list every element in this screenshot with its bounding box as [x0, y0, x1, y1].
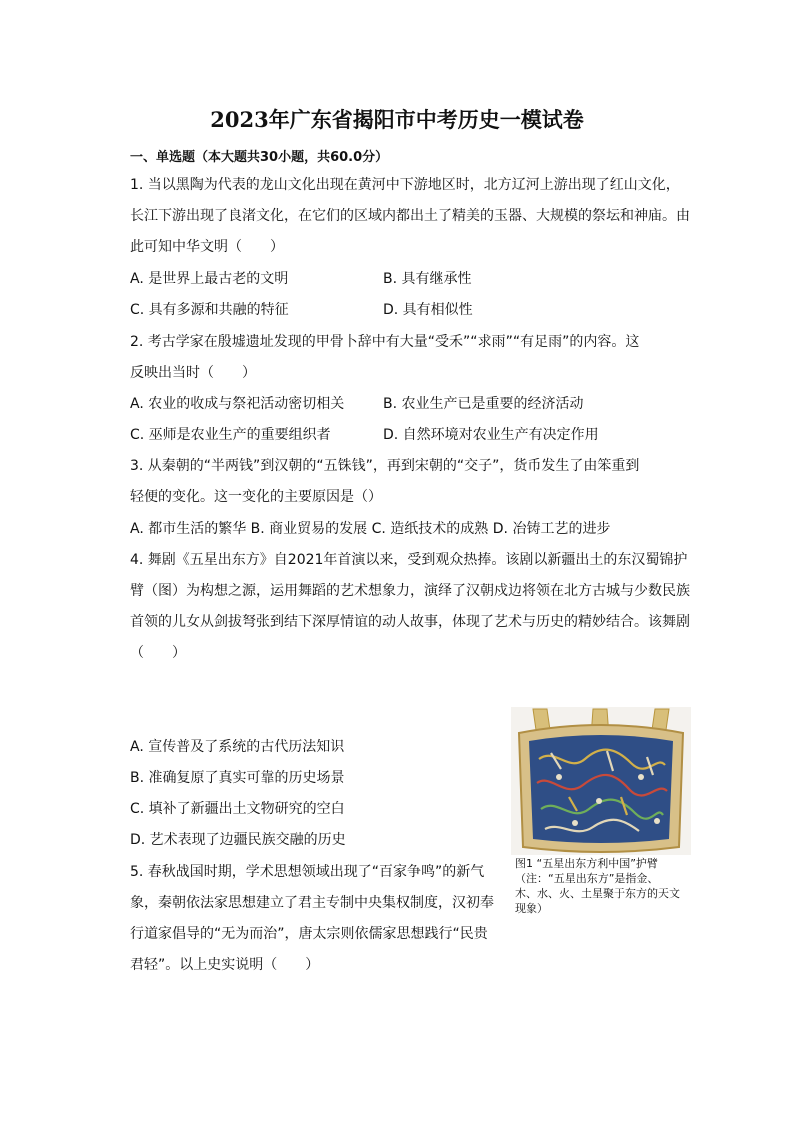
figure-caption-line4: 现象） [515, 902, 548, 915]
q4-option-b: B. 准确复原了真实可靠的历史场景 [130, 770, 345, 786]
q4-option-a: A. 宣传普及了系统的古代历法知识 [130, 739, 345, 755]
q5-stem-line1: 5. 春秋战国时期，学术思想领域出现了“百家争鸣”的新气 [130, 864, 485, 880]
page-title: 2023年广东省揭阳市中考历史一模试卷 [210, 107, 584, 132]
q1-option-d: D. 具有相似性 [383, 302, 473, 318]
q4-stem-line1: 4. 舞剧《五星出东方》自2021年首演以来，受到观众热捧。该剧以新疆出土的东汉蜀锦护 [130, 552, 688, 568]
q1-stem-line1: 1. 当以黑陶为代表的龙山文化出现在黄河中下游地区时，北方辽河上游出现了红山文化， [130, 177, 680, 193]
q2-option-c: C. 巫师是农业生产的重要组织者 [130, 427, 331, 443]
q1-stem-line3: 此可知中华文明（ ） [130, 239, 284, 255]
q4-option-c: C. 填补了新疆出土文物研究的空白 [130, 801, 345, 817]
q3-options: A. 都市生活的繁华 B. 商业贸易的发展 C. 造纸技术的成熟 D. 冶铸工艺的进步 [130, 521, 611, 537]
q3-stem-line1: 3. 从秦朝的“半两钱”到汉朝的“五铢钱”，再到宋朝的“交子”，货币发生了由笨重到 [130, 458, 640, 474]
armguard-figure-image [511, 707, 691, 855]
figure-caption-line1: 图1 “五星出东方利中国”护臂 [515, 857, 658, 870]
q2-option-a: A. 农业的收成与祭祀活动密切相关 [130, 396, 345, 412]
section-heading: 一、单选题（本大题共30小题，共60.0分） [130, 150, 389, 165]
figure-caption-line2: （注：“五星出东方”是指金、 [515, 872, 659, 885]
q5-stem-line4: 君轻”。以上史实说明（ ） [130, 957, 320, 973]
q4-stem-line2: 臂（图）为构想之源，运用舞蹈的艺术想象力，演绎了汉朝戍边将领在北方古城与少数民族 [130, 583, 690, 599]
q2-option-d: D. 自然环境对农业生产有决定作用 [383, 427, 599, 443]
q2-stem-line2: 反映出当时（ ） [130, 365, 256, 381]
q2-stem-line1: 2. 考古学家在殷墟遗址发现的甲骨卜辞中有大量“受禾”“求雨”“有足雨”的内容。这 [130, 334, 640, 350]
q4-stem-line3: 首领的儿女从剑拔弩张到结下深厚情谊的动人故事，体现了艺术与历史的精妙结合。该舞剧 [130, 614, 690, 630]
q5-stem-line3: 行道家倡导的“无为而治”，唐太宗则依儒家思想践行“民贵 [130, 926, 488, 942]
q5-stem-line2: 象，秦朝依法家思想建立了君主专制中央集权制度，汉初奉 [130, 895, 494, 911]
q2-option-b: B. 农业生产已是重要的经济活动 [383, 396, 584, 412]
q3-stem-line2: 轻便的变化。这一变化的主要原因是（） [130, 489, 382, 505]
q1-option-a: A. 是世界上最古老的文明 [130, 271, 289, 287]
q1-option-b: B. 具有继承性 [383, 271, 472, 287]
figure-caption-line3: 木、水、火、土星聚于东方的天文 [515, 887, 680, 900]
q4-stem-line4: （ ） [130, 645, 186, 661]
q4-option-d: D. 艺术表现了边疆民族交融的历史 [130, 832, 346, 848]
q1-option-c: C. 具有多源和共融的特征 [130, 302, 289, 318]
q1-stem-line2: 长江下游出现了良渚文化，在它们的区域内都出土了精美的玉器、大规模的祭坛和神庙。由 [130, 208, 690, 224]
